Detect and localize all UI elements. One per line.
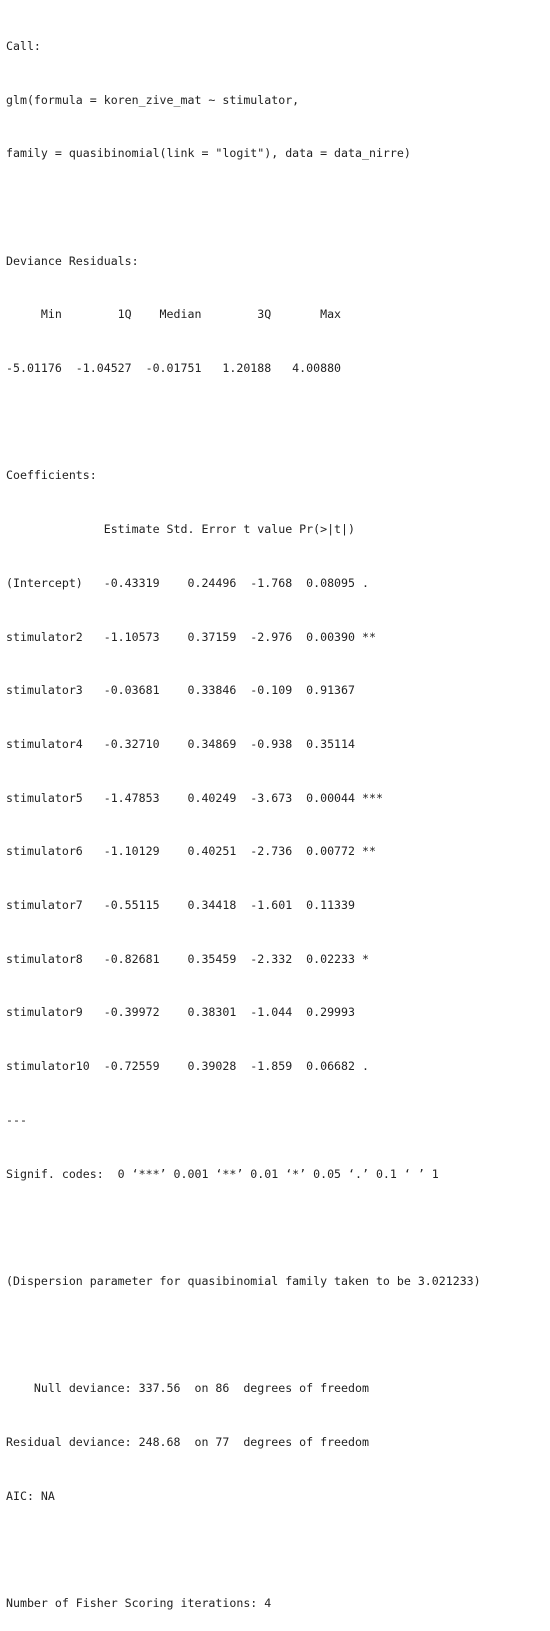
blank-line (6, 1542, 550, 1560)
blank-line (6, 1327, 550, 1345)
coefficient-row-stimulator6: stimulator6 -1.10129 0.40251 -2.736 0.00772 ** (6, 844, 376, 859)
null-deviance-line: Null deviance: 337.56 on 86 degrees of freedom (6, 1381, 369, 1396)
blank-line (6, 199, 550, 217)
call-family-line: family = quasibinomial(link = "logit"), data = data_nirre) (6, 146, 411, 161)
call-header: Call: (6, 38, 41, 53)
separator-line: --- (6, 1112, 27, 1127)
coefficient-row-stimulator7: stimulator7 -0.55115 0.34418 -1.601 0.11339 (6, 898, 356, 913)
coefficient-row-stimulator9: stimulator9 -0.39972 0.38301 -1.044 0.29993 (6, 1005, 356, 1020)
blank-line (6, 414, 550, 432)
deviance-residuals-values: -5.01176 -1.04527 -0.01751 1.20188 4.00880 (6, 361, 342, 376)
coefficient-row-stimulator10: stimulator10 -0.72559 0.39028 -1.859 0.06682 . (6, 1059, 369, 1074)
coefficients-header: Coefficients: (6, 468, 97, 483)
coefficient-row-stimulator3: stimulator3 -0.03681 0.33846 -0.109 0.91367 (6, 683, 356, 698)
coefficients-column-header: Estimate Std. Error t value Pr(>|t|) (6, 522, 356, 537)
coefficient-row-stimulator4: stimulator4 -0.32710 0.34869 -0.938 0.35114 (6, 736, 356, 751)
blank-line (6, 1219, 550, 1237)
coefficient-row-stimulator5: stimulator5 -1.47853 0.40249 -3.673 0.00044 *** (6, 790, 383, 805)
fisher-iterations-line: Number of Fisher Scoring iterations: 4 (6, 1596, 272, 1611)
signif-codes-line: Signif. codes: 0 ‘***’ 0.001 ‘**’ 0.01 ‘*’ 0.05 ‘.’ 0.1 ‘ ’ 1 (6, 1166, 439, 1181)
deviance-residuals-labels: Min 1Q Median 3Q Max (6, 307, 342, 322)
dispersion-line: (Dispersion parameter for quasibinomial family taken to be 3.021233) (6, 1273, 481, 1288)
coefficient-row-intercept: (Intercept) -0.43319 0.24496 -1.768 0.08095 . (6, 575, 369, 590)
coefficient-row-stimulator2: stimulator2 -1.10573 0.37159 -2.976 0.00390 ** (6, 629, 376, 644)
deviance-residuals-header: Deviance Residuals: (6, 253, 139, 268)
coefficient-row-stimulator8: stimulator8 -0.82681 0.35459 -2.332 0.02233 * (6, 951, 369, 966)
residual-deviance-line: Residual deviance: 248.68 on 77 degrees of freedom (6, 1435, 369, 1450)
aic-line: AIC: NA (6, 1488, 55, 1503)
call-formula-line: glm(formula = koren_zive_mat ~ stimulator, (6, 92, 300, 107)
